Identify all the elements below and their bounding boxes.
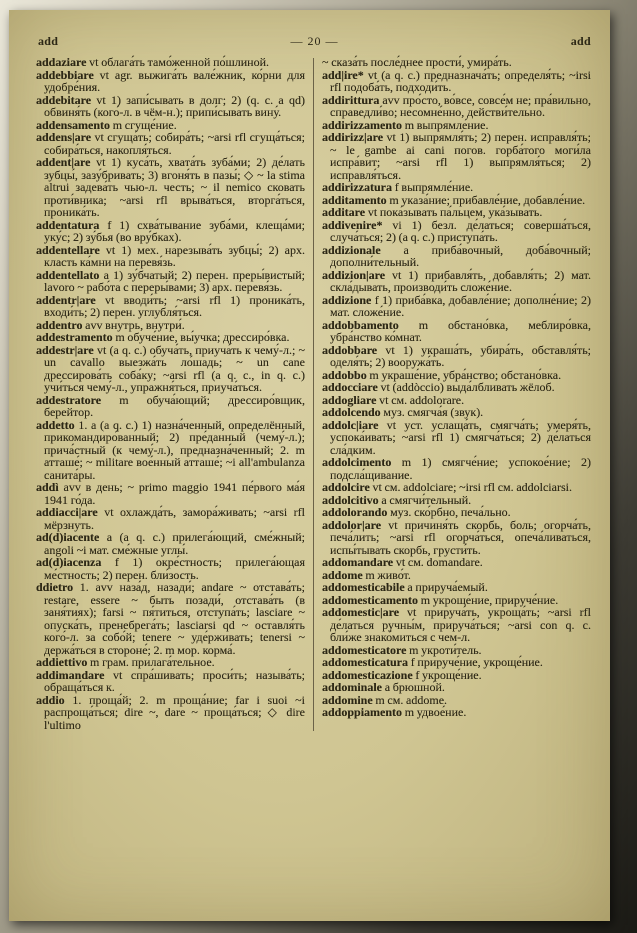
guide-word-left: add (38, 34, 59, 48)
dictionary-entry (322, 219, 591, 244)
headword: addomesticatura (322, 655, 408, 669)
headword: addolorando (322, 505, 388, 519)
entry-translation: m указа́ние; прибавле́ние, добавле́ние. (389, 192, 586, 207)
dictionary-entry (322, 419, 591, 457)
headword: addent|are (36, 155, 91, 169)
dictionary-entry (322, 606, 591, 644)
entry-translation: vt 1) украша́ть, убира́ть, обставля́ть; оделя́ть; 2) вооружа́ть. (330, 342, 591, 369)
entry-translation: vt уст. услаща́ть, смягча́ть; умеря́ть, успока́ивать; ~arsi rfl 1) смягча́ться; 2) де́латься сла́дким. (330, 417, 591, 457)
entry-translation: vt (a q. c.) обуча́ть, приуча́ть к чему́-л.; ~ un cavallo выезжа́ть ло́шадь; ~ un cane дрессирова́ть соба́ку; ~arsi rfl (a q. c., in q. c.) учи́ться чему́-л., упражня́ться, приуча́ться. (44, 342, 306, 394)
headword: addizione (322, 292, 372, 307)
entry-translation: vt см. addolorare. (379, 392, 465, 407)
left-column (36, 56, 305, 731)
entry-translation: vt (a q. c.) предназнача́ть; определя́ть; ~irsi rfl подоба́ть, подходи́ть. (330, 67, 591, 94)
entry-translation: 1. avv наза́д, назади́; andare ~ отстава́ть; restare, essere ~ быть позади́, отстава́ть (в заня́тиях); farsi ~ пя́титься, отступа́ть; lasciare ~ опуска́ть, пренебрега́ть; lasciarsi qd ~ оставля́ть кого́-л. за собо́й; tenere ~ уде́рживать; tenersi ~ держа́ться в стороне́; 2. m мор. корма́. (44, 580, 305, 657)
entry-translation: vt см. domandare. (395, 555, 483, 569)
entry-translation: муз. смягча́я (звук). (383, 405, 484, 419)
entry-translation: m сгуще́ние. (112, 117, 177, 132)
entry-translation: m удвое́ние. (404, 705, 467, 719)
entry-translation: f прируче́ние, укроще́ние. (410, 655, 543, 669)
entry-translation: vt 1) мех. нарезыва́ть зубцы́; 2) арх. класть ка́мни на перевя́зь. (44, 242, 305, 269)
entry-translation: f 1) схва́тывание зуба́ми, клеща́ми; уку́с; 2) зу́бья (во вру́бках). (44, 217, 305, 244)
headword: addomesticazione (322, 667, 413, 682)
headword: addebbiare (36, 67, 94, 82)
entry-translation: avv в день; ~ primo maggio 1941 пе́рвого ма́я 1941 го́да. (44, 480, 306, 507)
headword: addiettivo (36, 655, 88, 669)
dictionary-entry (36, 506, 305, 531)
headword: addolcendo (322, 405, 381, 419)
entry-translation: m выпрямле́ние. (404, 117, 489, 132)
entry-translation: vt облага́ть тамо́женной по́шлиной. (89, 55, 270, 69)
guide-word-right: add (570, 34, 591, 48)
dictionary-entry (322, 344, 591, 369)
entry-translation: a брюшно́й. (384, 680, 445, 694)
dictionary-entry (36, 556, 305, 581)
headword: addebitare (36, 92, 92, 107)
entry-translation: m обуча́ющий; дрессиро́вщик, берейтор. (44, 392, 306, 419)
entry-translation: 1. a (a q. c.) 1) назна́ченный, определённый, прикомандиро́ванный; 2) пре́данный (чему́-л.); прича́стный (к чему́-л.), предназна́ченный; 2. m атташе́; ~ militare вое́нный атташе́; ~i all'ambulanza санита́ры. (44, 417, 305, 482)
dictionary-page (9, 10, 610, 921)
headword: addomestic|are (322, 605, 400, 619)
headword: addì (36, 480, 59, 494)
headword: addogliare (322, 392, 377, 407)
entry-translation: vt причиня́ть скорбь, боль; огорча́ть, печа́лить; ~arsi rfl огорча́ться, опеча́ливаться, испы́тывать скорбь, грусти́ть. (330, 517, 591, 557)
entry-translation: vt 1) выпрямля́ть; 2) перен. исправля́ть; ~ le gambe ai cani погов. горба́того моги́ла испра́вит; ~arsi rfl 1) выпрямля́ться; 2) исправля́ться. (330, 130, 591, 182)
headword: addocciare (322, 380, 378, 394)
headword: addizionale (322, 242, 381, 257)
headword: addirittura (322, 92, 380, 107)
entry-translation: ~ сказа́ть после́днее прости́, умира́ть. (322, 55, 512, 69)
dictionary-entry (322, 456, 591, 481)
headword: addirizz|are (322, 130, 384, 144)
headword: addetto (36, 417, 75, 432)
page-content (36, 34, 593, 903)
dictionary-entry (36, 344, 305, 394)
entry-translation: vt пока́зывать па́льцем, ука́зывать. (367, 205, 543, 219)
headword: addome (322, 567, 363, 582)
page-number: — 20 — (290, 34, 339, 48)
headword: addominale (322, 680, 383, 694)
entry-translation: a смягчи́тельный. (381, 492, 472, 507)
right-column (322, 56, 591, 731)
headword: addolcitivo (322, 492, 379, 507)
column-divider (313, 58, 314, 731)
entry-translation: vt (addòccio) выда́лбливать жёлоб. (380, 380, 555, 394)
dictionary-entry (36, 131, 305, 156)
headword: addens|are (36, 130, 92, 144)
headword: addobbamento (322, 317, 399, 332)
dictionary-entry (36, 581, 305, 656)
dictionary-entry (36, 219, 305, 244)
headword: addirizzamento (322, 117, 402, 132)
dictionary-entry (322, 519, 591, 557)
dictionary-entry (36, 94, 305, 119)
dictionary-entry (36, 269, 305, 294)
headword: addolor|are (322, 517, 382, 532)
dictionary-entry (322, 131, 591, 181)
headword: additare (322, 205, 366, 219)
headword: addestramento (36, 330, 113, 344)
entry-translation: vt см. addolciare; ~irsi rfl см. addolciarsi. (372, 480, 572, 494)
entry-translation: f укроще́ние. (415, 667, 482, 682)
entry-translation: m грам. прилага́тельное. (90, 655, 215, 669)
entry-translation: vt прируча́ть, укроща́ть; ~arsi rfl де́латься ручны́м, прируча́ться; ~arsi con q. c. бли́же знако́миться с чем-л. (330, 605, 591, 644)
entry-translation: m укроти́тель. (409, 642, 482, 657)
headword: addobbare (322, 342, 378, 357)
entry-translation: vt сгуща́ть; собира́ть; ~arsi rfl сгуща́ться; собира́ться, накопля́ться. (44, 130, 305, 157)
entry-translation: f 1) окре́стность; прилега́ющая ме́стность; 2) перен. бли́зость. (44, 555, 305, 582)
headword: addomandare (322, 555, 394, 569)
headword: addentellare (36, 242, 100, 257)
headword: addobbo (322, 367, 367, 382)
dictionary-entry (36, 669, 305, 694)
headword: addivenire* (322, 217, 383, 232)
headword: addestratore (36, 392, 102, 407)
dictionary-entry (36, 694, 305, 732)
dictionary-entry (322, 319, 591, 344)
page-header (36, 34, 593, 56)
entry-translation: 1. проща́й; 2. m проща́ние; far i suoi ~i распроща́ться; dire ~, dare ~ проща́ться; ◇ dire l'ultimo (44, 692, 306, 732)
headword: addentro (36, 317, 83, 332)
headword: ddietro (36, 580, 74, 594)
entry-translation: vt вводи́ть; ~arsi rfl 1) проника́ть, входи́ть; 2) перен. углубля́ться. (44, 292, 305, 319)
entry-translation: a приба́вочный, доба́вочный; дополни́тельный. (330, 242, 592, 269)
dictionary-entry (36, 69, 305, 94)
entry-translation: vt 1) куса́ть, хвата́ть зуба́ми; 2) де́лать зубцы́, зазу́бривать; 3) вгоня́ть в пазы́; ◇ ~ la stima altrui задева́ть чью-л. честь; ~ il nemico сковать проти́вника; ~arsi rfl врыва́ться, вторга́ться, проника́ть. (44, 155, 305, 219)
entry-translation: a прируча́емый. (407, 580, 488, 594)
dictionary-entry (36, 244, 305, 269)
dictionary-entry (36, 294, 305, 319)
entry-translation: m 1) смягче́ние; успокое́ние; 2) подсла́щивание. (330, 455, 591, 482)
entry-translation: vt спра́шивать; проси́ть; называ́ть; обраща́ться к. (44, 667, 305, 694)
headword: addirizzatura (322, 180, 392, 194)
headword: addolcimento (322, 455, 392, 469)
headword: addestr|are (36, 342, 94, 357)
dictionary-entry (322, 706, 591, 719)
dictionary-entry (36, 531, 305, 556)
entry-translation: m укроще́ние, прируче́ние. (420, 592, 559, 607)
dictionary-entry (322, 269, 591, 294)
headword: addolc|iare (322, 417, 379, 432)
dictionary-entry (36, 394, 305, 419)
dictionary-entry (322, 244, 591, 269)
dictionary-entry (36, 419, 305, 482)
headword: addentatura (36, 217, 100, 232)
entry-translation: a (a q. c.) прилега́ющий, сме́жный; angoli ~i мат. сме́жные углы́. (44, 530, 305, 557)
dictionary-entry (36, 156, 305, 219)
entry-translation: a 1) зу́бчатый; 2) перен. преры́вистый; lavoro ~ рабо́та с переры́вами; 3) арх. перевя́зь. (44, 267, 305, 294)
headword: addentr|are (36, 292, 96, 307)
entry-translation: f выпрямле́ние. (394, 180, 474, 194)
headword: addomesticatore (322, 642, 407, 657)
entry-translation: vt охлажда́ть, замора́живать; ~arsi rfl мёрзнуть. (44, 505, 305, 532)
entry-translation: m обуче́ние, вы́учка; дрессиро́вка. (115, 330, 290, 344)
entry-translation: avv внутрь, внутри́. (85, 317, 185, 332)
entry-translation: avv про́сто, во́все, совсе́м не; пра́вильно, справедли́во; несомне́нно, действи́тельно. (330, 92, 591, 119)
headword: addiacci|are (36, 505, 98, 519)
dictionary-entry (322, 294, 591, 319)
headword: additamento (322, 192, 387, 207)
headword: addio (36, 692, 65, 707)
entry-translation: m см. addome. (375, 692, 448, 707)
headword: addomesticamento (322, 592, 418, 607)
dictionary-entry (322, 94, 591, 119)
headword: ad(d)iacente (36, 530, 100, 544)
headword: add|ire* (322, 67, 364, 82)
entry-translation: m обстано́вка, меблиро́вка, убра́нство ко́мнат. (330, 317, 591, 344)
entry-translation: vt 1) запи́сывать в долг; 2) (q. c. a qd) обвиня́ть (кого́-л. в чём-н.); припи́сывать вину́. (44, 92, 305, 119)
headword: addoppiamento (322, 705, 403, 719)
headword: addimandare (36, 667, 105, 682)
headword: addomesticabile (322, 580, 405, 594)
dictionary-entry (322, 69, 591, 94)
headword: addentellato (36, 267, 100, 282)
text-columns (36, 56, 593, 731)
entry-translation: m живо́т. (365, 567, 411, 582)
entry-translation: муз. ско́рбно, печа́льно. (390, 505, 511, 519)
headword: addizion|are (322, 267, 386, 282)
entry-translation: vi 1) безл. де́латься; соверша́ться, случа́ться; 2) (a q. c.) приступа́ть. (330, 217, 591, 244)
headword: addomine (322, 692, 373, 707)
headword: addensamento (36, 117, 111, 132)
headword: ad(d)iacenza (36, 555, 102, 569)
entry-translation: vt agr. выжига́ть вале́жник, ко́рни для удобре́ния. (44, 67, 305, 94)
entry-translation: vt 1) прибавля́ть, добавля́ть; 2) мат. скла́дывать, производи́ть сложе́ние. (330, 267, 592, 294)
headword: addaziare (36, 55, 87, 69)
headword: addolcire (322, 480, 370, 494)
entry-translation: f 1) приба́вка, добавле́ние; дополне́ние; 2) мат. сложе́ние. (330, 292, 591, 319)
entry-translation: m украше́ние, убра́нство; обстано́вка. (369, 367, 562, 382)
dictionary-entry (36, 481, 305, 506)
